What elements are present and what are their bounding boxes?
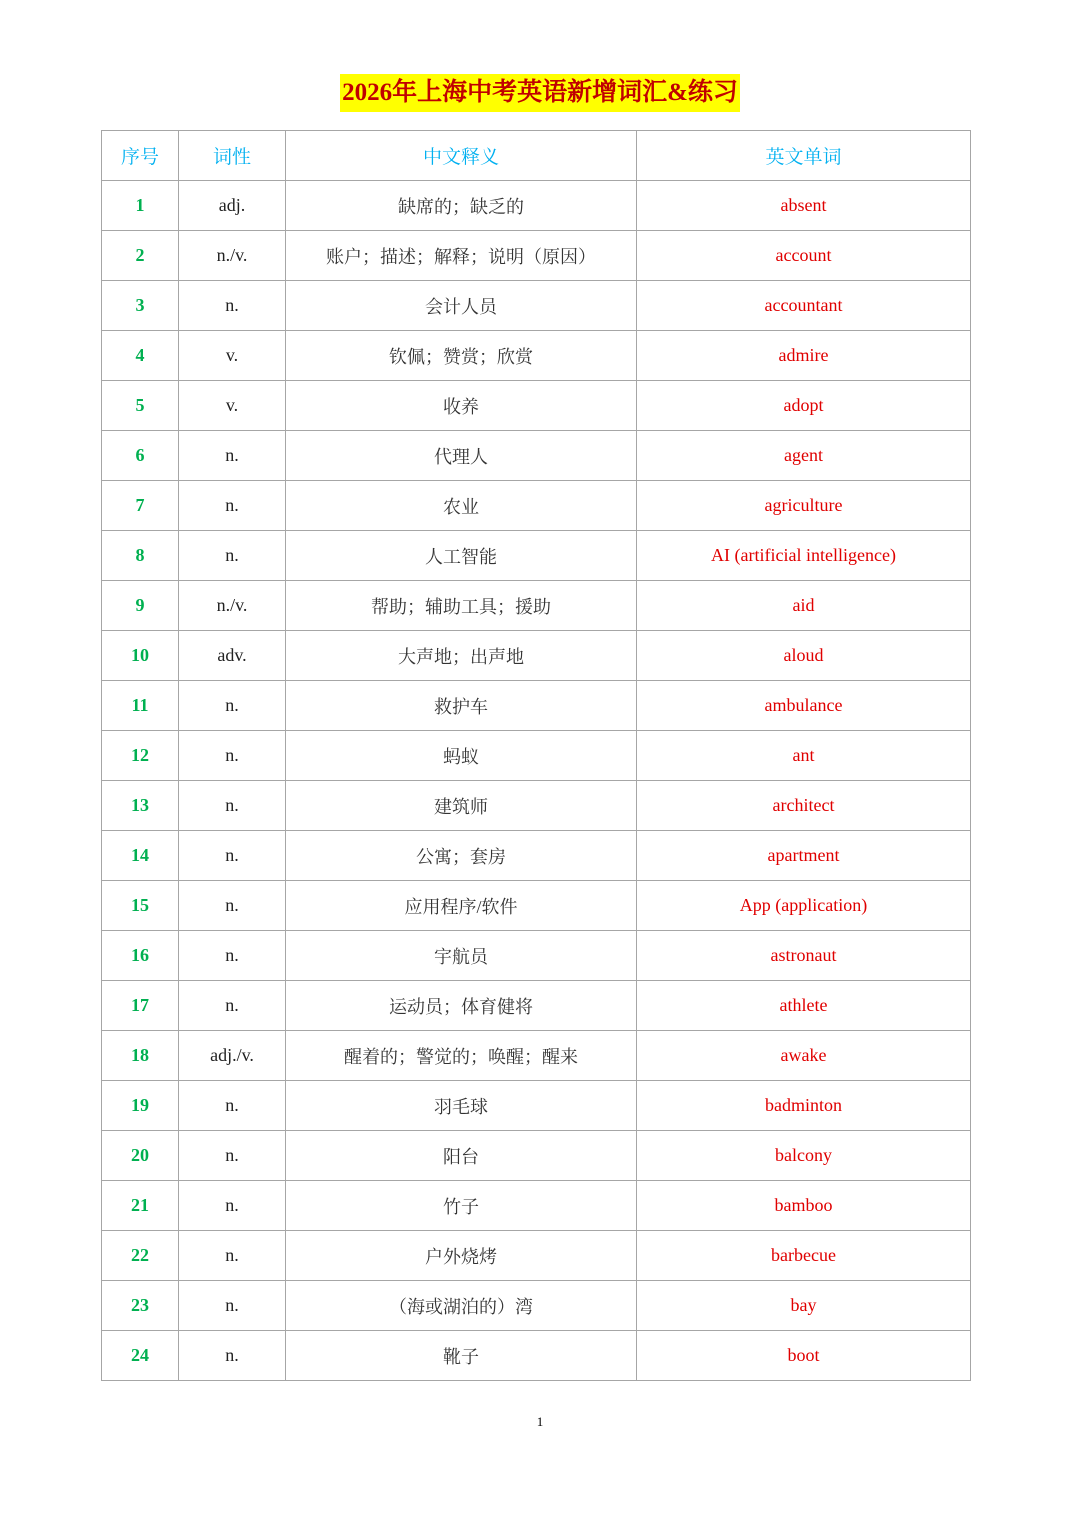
table-row — [102, 681, 971, 731]
row-number: 23 — [102, 1281, 179, 1331]
row-number: 19 — [102, 1081, 179, 1131]
row-number: 15 — [102, 881, 179, 931]
row-chinese-meaning: 靴子 — [286, 1331, 637, 1381]
row-number: 8 — [102, 531, 179, 581]
table-row — [102, 381, 971, 431]
row-part-of-speech: n. — [179, 681, 286, 731]
row-chinese-meaning: 账户；描述；解释；说明（原因） — [286, 231, 637, 281]
row-english-word: boot — [637, 1331, 971, 1381]
row-chinese-meaning: 蚂蚁 — [286, 731, 637, 781]
row-english-word: awake — [637, 1031, 971, 1081]
row-part-of-speech: n. — [179, 1331, 286, 1381]
row-english-word: ambulance — [637, 681, 971, 731]
row-english-word: barbecue — [637, 1231, 971, 1281]
row-chinese-meaning: 醒着的；警觉的；唤醒；醒来 — [286, 1031, 637, 1081]
row-part-of-speech: n. — [179, 281, 286, 331]
row-number: 22 — [102, 1231, 179, 1281]
row-number: 21 — [102, 1181, 179, 1231]
row-english-word: aloud — [637, 631, 971, 681]
row-part-of-speech: n. — [179, 1131, 286, 1181]
row-english-word: bamboo — [637, 1181, 971, 1231]
row-part-of-speech: n. — [179, 1231, 286, 1281]
row-number: 18 — [102, 1031, 179, 1081]
row-chinese-meaning: 农业 — [286, 481, 637, 531]
row-part-of-speech: n. — [179, 1281, 286, 1331]
row-part-of-speech: n. — [179, 781, 286, 831]
table-row — [102, 1231, 971, 1281]
row-part-of-speech: n. — [179, 981, 286, 1031]
row-english-word: architect — [637, 781, 971, 831]
row-english-word: apartment — [637, 831, 971, 881]
row-number: 2 — [102, 231, 179, 281]
table-row — [102, 631, 971, 681]
row-part-of-speech: n. — [179, 531, 286, 581]
page-title: 2026年上海中考英语新增词汇&练习 — [340, 74, 740, 112]
table-row — [102, 1081, 971, 1131]
row-chinese-meaning: 钦佩；赞赏；欣赏 — [286, 331, 637, 381]
row-english-word: ant — [637, 731, 971, 781]
table-row — [102, 1131, 971, 1181]
row-english-word: account — [637, 231, 971, 281]
header-no: 序号 — [102, 131, 179, 181]
row-part-of-speech: adv. — [179, 631, 286, 681]
row-english-word: aid — [637, 581, 971, 631]
row-chinese-meaning: 宇航员 — [286, 931, 637, 981]
row-chinese-meaning: 救护车 — [286, 681, 637, 731]
row-english-word: badminton — [637, 1081, 971, 1131]
row-number: 3 — [102, 281, 179, 331]
row-part-of-speech: n. — [179, 931, 286, 981]
row-number: 13 — [102, 781, 179, 831]
header-part-of-speech: 词性 — [179, 131, 286, 181]
row-number: 20 — [102, 1131, 179, 1181]
header-chinese-meaning: 中文释义 — [286, 131, 637, 181]
row-chinese-meaning: 大声地；出声地 — [286, 631, 637, 681]
table-row — [102, 781, 971, 831]
row-english-word: App (application) — [637, 881, 971, 931]
row-chinese-meaning: 人工智能 — [286, 531, 637, 581]
table-row — [102, 981, 971, 1031]
header-english-word: 英文单词 — [637, 131, 971, 181]
row-number: 4 — [102, 331, 179, 381]
row-chinese-meaning: 竹子 — [286, 1181, 637, 1231]
table-row — [102, 1031, 971, 1081]
row-part-of-speech: adj./v. — [179, 1031, 286, 1081]
table-row — [102, 831, 971, 881]
row-number: 16 — [102, 931, 179, 981]
table-row — [102, 331, 971, 381]
row-number: 9 — [102, 581, 179, 631]
row-chinese-meaning: 代理人 — [286, 431, 637, 481]
table-row — [102, 231, 971, 281]
row-part-of-speech: v. — [179, 331, 286, 381]
table-row — [102, 1331, 971, 1381]
page-number: 1 — [536, 1414, 544, 1429]
row-number: 11 — [102, 681, 179, 731]
row-number: 14 — [102, 831, 179, 881]
row-chinese-meaning: 羽毛球 — [286, 1081, 637, 1131]
row-chinese-meaning: 建筑师 — [286, 781, 637, 831]
row-part-of-speech: v. — [179, 381, 286, 431]
row-english-word: athlete — [637, 981, 971, 1031]
row-part-of-speech: n. — [179, 1081, 286, 1131]
row-chinese-meaning: 帮助；辅助工具；援助 — [286, 581, 637, 631]
row-part-of-speech: n. — [179, 831, 286, 881]
row-number: 12 — [102, 731, 179, 781]
table-row — [102, 931, 971, 981]
row-chinese-meaning: 应用程序/软件 — [286, 881, 637, 931]
row-english-word: absent — [637, 181, 971, 231]
row-english-word: bay — [637, 1281, 971, 1331]
row-english-word: astronaut — [637, 931, 971, 981]
row-chinese-meaning: （海或湖泊的）湾 — [286, 1281, 637, 1331]
table-row — [102, 881, 971, 931]
row-part-of-speech: adj. — [179, 181, 286, 231]
row-chinese-meaning: 户外烧烤 — [286, 1231, 637, 1281]
row-number: 10 — [102, 631, 179, 681]
row-chinese-meaning: 阳台 — [286, 1131, 637, 1181]
row-chinese-meaning: 收养 — [286, 381, 637, 431]
row-part-of-speech: n. — [179, 731, 286, 781]
table-row — [102, 481, 971, 531]
row-number: 1 — [102, 181, 179, 231]
table-row — [102, 181, 971, 231]
row-english-word: adopt — [637, 381, 971, 431]
row-number: 7 — [102, 481, 179, 531]
table-row — [102, 1281, 971, 1331]
table-row — [102, 281, 971, 331]
row-english-word: accountant — [637, 281, 971, 331]
table-header-row — [102, 131, 971, 181]
row-part-of-speech: n./v. — [179, 581, 286, 631]
table-row — [102, 731, 971, 781]
row-english-word: agent — [637, 431, 971, 481]
row-part-of-speech: n. — [179, 881, 286, 931]
row-english-word: agriculture — [637, 481, 971, 531]
vocabulary-table — [101, 130, 971, 1381]
row-part-of-speech: n. — [179, 431, 286, 481]
row-part-of-speech: n./v. — [179, 231, 286, 281]
row-chinese-meaning: 缺席的；缺乏的 — [286, 181, 637, 231]
row-number: 24 — [102, 1331, 179, 1381]
row-english-word: AI (artificial intelligence) — [637, 531, 971, 581]
table-row — [102, 1181, 971, 1231]
table-row — [102, 581, 971, 631]
row-english-word: balcony — [637, 1131, 971, 1181]
row-number: 5 — [102, 381, 179, 431]
table-row — [102, 431, 971, 481]
row-chinese-meaning: 公寓；套房 — [286, 831, 637, 881]
row-part-of-speech: n. — [179, 1181, 286, 1231]
table-row — [102, 531, 971, 581]
row-english-word: admire — [637, 331, 971, 381]
row-number: 6 — [102, 431, 179, 481]
row-number: 17 — [102, 981, 179, 1031]
row-part-of-speech: n. — [179, 481, 286, 531]
row-chinese-meaning: 会计人员 — [286, 281, 637, 331]
row-chinese-meaning: 运动员；体育健将 — [286, 981, 637, 1031]
